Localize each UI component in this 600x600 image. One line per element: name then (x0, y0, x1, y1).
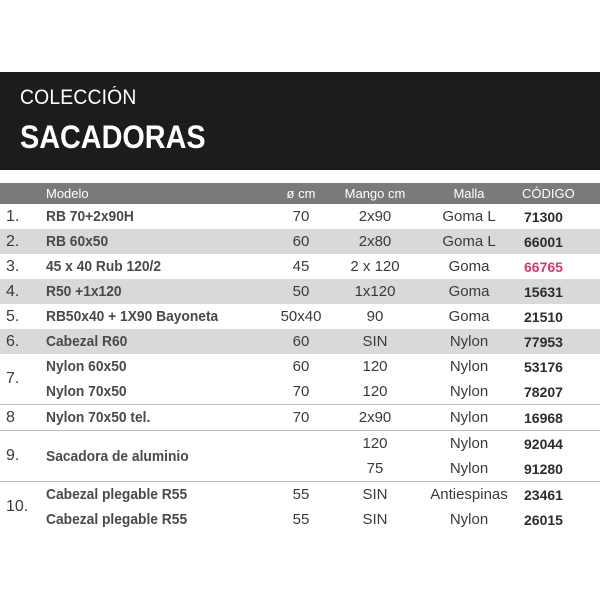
row-malla: Nylon (449, 460, 489, 477)
row-diameter: 70 (292, 383, 310, 400)
row-malla: Nylon (449, 383, 489, 400)
row-model: Cabezal R60 (40, 329, 268, 354)
row-mango: 2x80 (334, 229, 416, 254)
row-number: 9. (0, 431, 40, 482)
row-diameter: 45 (292, 258, 310, 275)
row-malla: Nylon (449, 511, 489, 528)
row-diameter (268, 431, 334, 482)
row-mango: 2x90 (358, 208, 392, 225)
row-model: RB50x40 + 1X90 Bayoneta (46, 308, 219, 325)
row-code: 66765 (524, 258, 563, 275)
row-mango: 120 (362, 383, 388, 400)
row-mango: 120 (334, 431, 416, 457)
table-row (0, 405, 600, 431)
row-malla: Goma (416, 279, 522, 304)
row-model: Sacadora de aluminio (40, 431, 268, 482)
row-code: 71300 (524, 208, 563, 225)
row-diameter: 70 (268, 405, 334, 431)
row-malla: Nylon (416, 329, 522, 354)
row-mango: 120 (362, 358, 388, 375)
table-row (0, 507, 600, 532)
row-malla: Nylon (416, 431, 522, 457)
row-model: RB 70+2x90H (46, 208, 134, 225)
table-header-row (0, 183, 600, 204)
header-mango: Mango cm (344, 186, 406, 201)
table-row (0, 431, 600, 457)
banner-title: SACADORAS (20, 119, 206, 155)
row-code: 53176 (524, 358, 563, 375)
table-row (0, 279, 600, 304)
row-diameter: 55 (292, 511, 310, 528)
row-mango: 2 x 120 (350, 258, 400, 275)
row-model: Nylon 60x50 (46, 358, 127, 375)
table-row (0, 229, 600, 254)
table-row (0, 354, 600, 379)
row-mango: 2x90 (334, 405, 416, 431)
row-code: 92044 (522, 431, 600, 457)
row-model: R50 +1x120 (40, 279, 268, 304)
row-number: 8 (0, 405, 40, 431)
row-code: 23461 (522, 482, 600, 508)
row-code: 78207 (524, 383, 563, 400)
row-malla: Nylon (449, 358, 489, 375)
row-number: 6. (0, 329, 40, 354)
row-code: 16968 (522, 405, 600, 431)
row-diameter: 60 (268, 329, 334, 354)
row-mango: 1x120 (334, 279, 416, 304)
header-malla: Malla (453, 186, 485, 201)
table-row (0, 482, 600, 508)
table-row (0, 329, 600, 354)
row-malla: Antiespinas (416, 482, 522, 508)
row-number: 7. (6, 370, 20, 387)
row-model: Cabezal plegable R55 (40, 482, 268, 508)
row-mango: SIN (334, 482, 416, 508)
row-diameter: 50x40 (280, 308, 322, 325)
row-mango: SIN (334, 329, 416, 354)
row-diameter: 50 (268, 279, 334, 304)
row-number: 2. (0, 229, 40, 254)
row-malla: Goma L (416, 229, 522, 254)
table-row (0, 304, 600, 329)
row-model: Cabezal plegable R55 (46, 511, 188, 528)
table-row (0, 204, 600, 229)
row-code: 66001 (522, 229, 600, 254)
row-code: 91280 (524, 460, 563, 477)
row-number: 3. (6, 257, 20, 275)
header-codigo: CÓDIGO (522, 186, 575, 201)
row-mango: SIN (362, 511, 388, 528)
row-code: 21510 (524, 308, 563, 325)
table-row (0, 379, 600, 405)
row-mango: 75 (366, 460, 384, 477)
row-number: 5. (6, 307, 20, 325)
row-code: 15631 (522, 279, 600, 304)
row-mango: 90 (366, 308, 384, 325)
banner-subtitle: COLECCIÓN (20, 86, 137, 109)
row-model: Nylon 70x50 (46, 383, 127, 400)
row-model: Nylon 70x50 tel. (40, 405, 268, 431)
row-diameter: 60 (292, 358, 310, 375)
header-number (0, 183, 40, 204)
row-diameter: 55 (268, 482, 334, 508)
row-malla: Goma (448, 308, 490, 325)
header-modelo: Modelo (46, 186, 89, 201)
row-malla: Goma L (442, 208, 496, 225)
row-model: RB 60x50 (40, 229, 268, 254)
row-number: 1. (6, 207, 20, 225)
row-diameter: 70 (292, 208, 310, 225)
table-row (0, 254, 600, 279)
row-malla: Goma (448, 258, 490, 275)
row-diameter: 60 (268, 229, 334, 254)
collection-banner (0, 72, 600, 170)
row-number: 4. (0, 279, 40, 304)
row-code: 77953 (522, 329, 600, 354)
row-malla: Nylon (416, 405, 522, 431)
header-diametro: ø cm (286, 186, 316, 201)
row-number: 10. (0, 482, 40, 533)
row-code: 26015 (524, 511, 563, 528)
row-model: 45 x 40 Rub 120/2 (46, 258, 162, 275)
product-table (0, 183, 600, 532)
